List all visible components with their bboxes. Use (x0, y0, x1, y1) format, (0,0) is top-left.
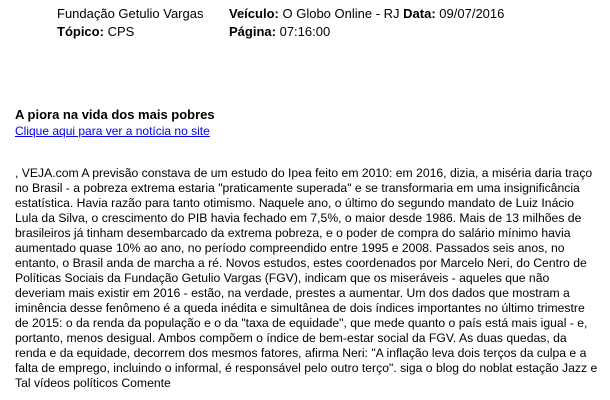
article-body: , VEJA.com A previsão constava de um estudo do Ipea feito em 2010: em 2016, dizia, a miséria daria traço no Brasil - a pobreza extrema estaria "praticamente superada" e se transformaria em uma insignificância estatística. Havia razão para tanto otimismo. Naquele ano, o último do segundo mandato de Luiz Inácio Lula da Silva, o crescimento do PIB havia fechado em 7,5%, o maior desde 1986. Mais de 13 milhões de brasileiros já tinham desembarcado da extrema pobreza, e o poder de compra do salário mínimo havia aumentado quase 10% ao ano, no período compreendido entre 1995 e 2008. Passados seis anos, no entanto, o Brasil anda de marcha a ré. Novos estudos, estes coordenados por Marcelo Neri, do Centro de Políticas Sociais da Fundação Getulio Vargas (FGV), indicam que os miseráveis - aqueles que não deveriam mais existir em 2016 - estão, na verdade, prestes a aumentar. Um dos dados que mostram a iminência desse fenômeno é a queda inédita e simultânea de dois índices importantes no último trimestre de 2015: o da renda da população e o da "taxa de equidade", que mede quanto o país está mais igual - e, portanto, menos desigual. Ambos compõem o índice de bem-estar social da FGV. As duas quedas, da renda e da equidade, decorrem dos mesmos fatores, afirma Neri: "A inflação leva dois terços da culpa e a falta de emprego, incluindo o informal, é responsável pelo outro terço". siga o blog do noblat estação Jazz e Tal vídeos políticos Comente (15, 166, 598, 390)
vehicle-value: O Globo Online - RJ (282, 6, 400, 21)
date-label: Data: (403, 6, 436, 21)
article-title: A piora na vida dos mais pobres (15, 107, 215, 122)
topic-row (57, 23, 134, 41)
institution-value: Fundação Getulio Vargas (57, 6, 204, 21)
institution-name (57, 5, 203, 23)
page-row (229, 23, 330, 41)
topic-label: Tópico: (57, 24, 104, 39)
vehicle-label: Veículo: (229, 6, 279, 21)
vehicle-date-row (229, 5, 504, 23)
date-value: 09/07/2016 (439, 6, 505, 21)
page-label: Página: (229, 24, 276, 39)
page-value: 07:16:00 (279, 24, 331, 39)
topic-value: CPS (107, 24, 135, 39)
article-source-link[interactable]: Clique aqui para ver a notícia no site (15, 124, 210, 138)
